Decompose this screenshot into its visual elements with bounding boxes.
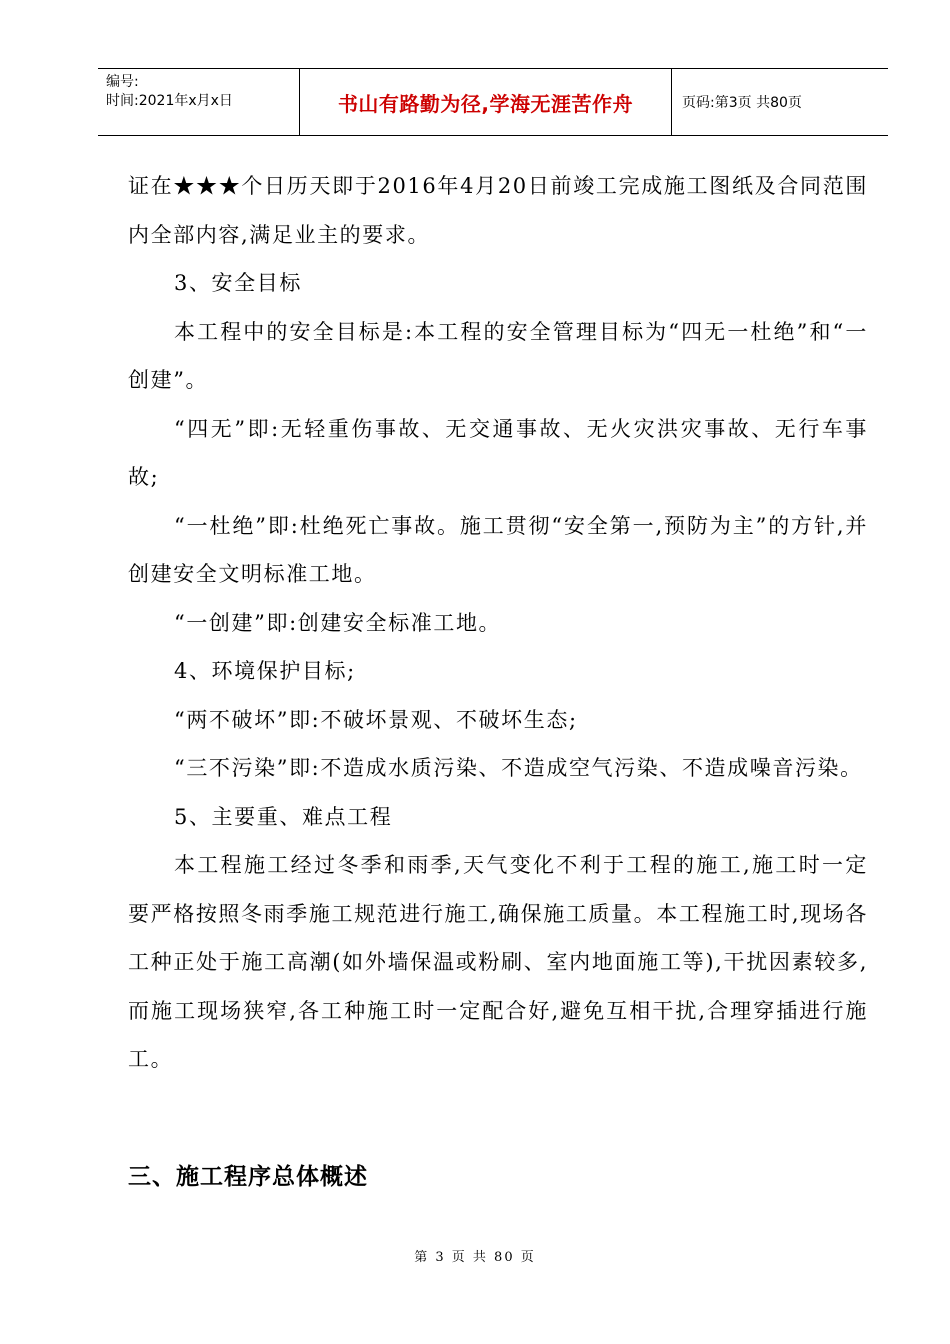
header-meta xyxy=(98,69,300,135)
document-body xyxy=(128,162,868,1084)
page-footer: 第 3 页 共 80 页 xyxy=(414,1250,536,1265)
document-number-label: 编号: xyxy=(106,74,139,90)
document-time-label: 时间:2021年x月x日 xyxy=(106,93,233,109)
header-page-info: 页码:第3页 共80页 xyxy=(682,95,802,111)
paragraph-one-create: “一创建”即:创建安全标准工地。 xyxy=(174,610,502,635)
subheading-key-difficulties: 5、主要重、难点工程 xyxy=(174,804,393,829)
paragraph-one-eliminate: “一杜绝”即:杜绝死亡事故。施工贯彻“安全第一,预防为主”的方针,并创建安全文明标准工地。 xyxy=(128,513,868,586)
subheading-safety-goal: 3、安全目标 xyxy=(174,271,302,295)
paragraph-key-difficulties: 本工程施工经过冬季和雨季,天气变化不利于工程的施工,施工时一定要严格按照冬雨季施工规范进行施工,确保施工质量。本工程施工时,现场各工种正处于施工高潮(如外墙保温或粉刷、室内地面施工等),干扰因素较多,而施工现场狭窄,各工种施工时一定配合好,避免互相干扰,合理穿插进行施工。 xyxy=(128,853,868,1071)
paragraph-three-no-pollution: “三不污染”即:不造成水质污染、不造成空气污染、不造成噪音污染。 xyxy=(174,756,863,780)
header-motto: 书山有路勤为径,学海无涯苦作舟 xyxy=(300,69,672,135)
paragraph-continuation: 证在★★★个日历天即于2016年4月20日前竣工完成施工图纸及合同范围内全部内容,满足业主的要求。 xyxy=(128,174,868,247)
paragraph-four-none: “四无”即:无轻重伤事故、无交通事故、无火灾洪灾事故、无行车事故; xyxy=(128,416,868,489)
page-header xyxy=(98,68,888,136)
paragraph-two-no-damage: “两不破坏”即:不破坏景观、不破坏生态; xyxy=(174,707,578,732)
subheading-environment-goal: 4、环境保护目标; xyxy=(174,659,356,683)
paragraph-safety-goal: 本工程中的安全目标是:本工程的安全管理目标为“四无一杜绝”和“一创建”。 xyxy=(128,319,868,392)
section-heading: 三、施工程序总体概述 xyxy=(128,1164,368,1190)
